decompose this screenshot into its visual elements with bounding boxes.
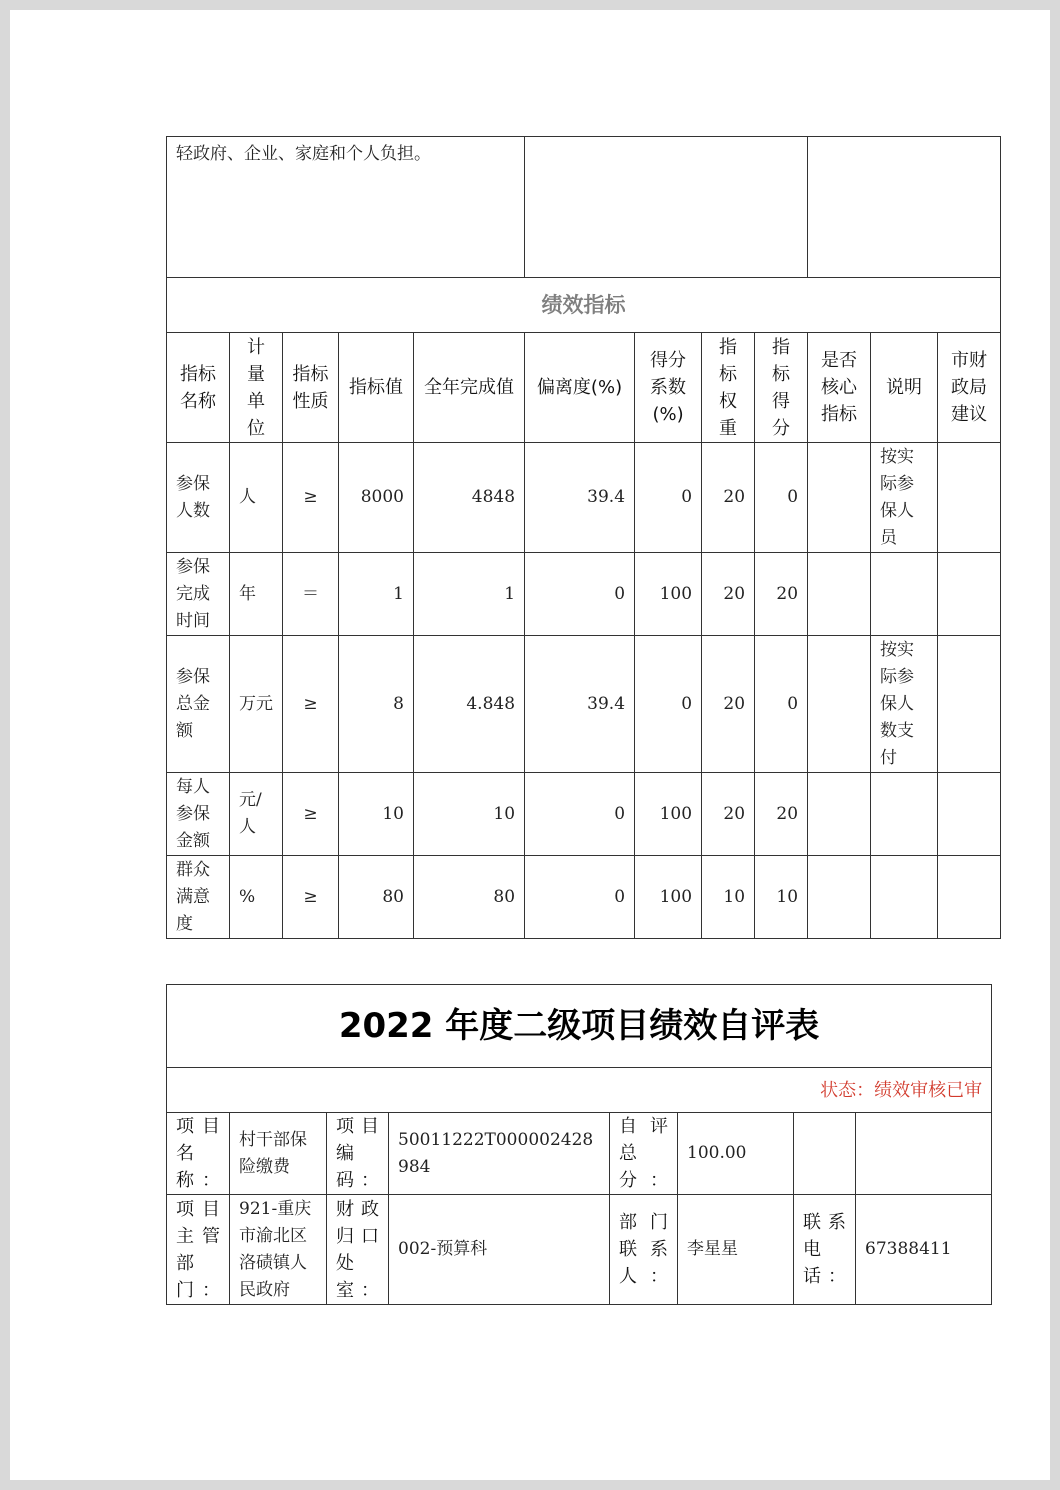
contact-label: 部门联系人： [610, 1195, 678, 1305]
cell-core [808, 856, 871, 939]
finance-label: 财政归口处室： [327, 1195, 389, 1305]
cell-core [808, 553, 871, 636]
form-title: 2022 年度二级项目绩效自评表 [167, 985, 992, 1068]
contact-value: 李星星 [678, 1195, 794, 1305]
cell-coefficient: 100 [635, 856, 702, 939]
cell-deviation: 39.4 [525, 636, 635, 773]
header-core: 是否核心指标 [808, 333, 871, 443]
cell-score: 20 [755, 773, 808, 856]
header-nature: 指标性质 [283, 333, 339, 443]
status-row [167, 1068, 992, 1113]
cell-target: 8000 [339, 443, 414, 553]
cell-score: 10 [755, 856, 808, 939]
header-weight: 指标权重 [702, 333, 755, 443]
indicator-row [167, 856, 1001, 939]
status-text: 状态：绩效审核已审 [167, 1068, 992, 1113]
indicator-row [167, 443, 1001, 553]
form-title-row [167, 985, 992, 1068]
header-target: 指标值 [339, 333, 414, 443]
carryover-empty-cell [808, 137, 1001, 278]
cell-name: 参保完成时间 [167, 553, 230, 636]
phone-value: 67388411 [856, 1195, 992, 1305]
section-title: 绩效指标 [167, 278, 1001, 333]
cell-unit: 元/人 [230, 773, 283, 856]
cell-name: 参保人数 [167, 443, 230, 553]
cell-core [808, 773, 871, 856]
score-value: 100.00 [678, 1113, 794, 1195]
cell-advice [938, 773, 1001, 856]
form-row [167, 1113, 992, 1195]
cell-actual: 10 [414, 773, 525, 856]
cell-coefficient: 100 [635, 773, 702, 856]
self-evaluation-form [166, 984, 992, 1305]
header-indicator-name: 指标名称 [167, 333, 230, 443]
header-score: 指标得分 [755, 333, 808, 443]
cell-target: 80 [339, 856, 414, 939]
header-actual: 全年完成值 [414, 333, 525, 443]
cell-nature: ≥ [283, 636, 339, 773]
cell-note [871, 553, 938, 636]
cell-weight: 20 [702, 636, 755, 773]
cell-target: 10 [339, 773, 414, 856]
cell-coefficient: 100 [635, 553, 702, 636]
cell-note [871, 856, 938, 939]
cell-target: 8 [339, 636, 414, 773]
cell-unit: 年 [230, 553, 283, 636]
finance-value: 002-预算科 [389, 1195, 610, 1305]
indicator-row [167, 773, 1001, 856]
cell-advice [938, 443, 1001, 553]
cell-deviation: 0 [525, 773, 635, 856]
carryover-row [167, 137, 1001, 278]
project-name-label: 项目名称： [167, 1113, 230, 1195]
dept-label: 项目主管部门： [167, 1195, 230, 1305]
empty-cell [856, 1113, 992, 1195]
cell-advice [938, 553, 1001, 636]
cell-weight: 20 [702, 443, 755, 553]
cell-weight: 20 [702, 553, 755, 636]
performance-indicators-table [166, 136, 1001, 939]
indicator-header-row [167, 333, 1001, 443]
score-label: 自评总分： [610, 1113, 678, 1195]
cell-score: 20 [755, 553, 808, 636]
dept-value: 921-重庆市渝北区洛碛镇人民政府 [230, 1195, 327, 1305]
cell-nature: ≥ [283, 443, 339, 553]
cell-note: 按实际参保人员 [871, 443, 938, 553]
cell-unit: % [230, 856, 283, 939]
section-title-row [167, 278, 1001, 333]
cell-deviation: 39.4 [525, 443, 635, 553]
project-code-label: 项目编码： [327, 1113, 389, 1195]
carryover-empty-cell [525, 137, 808, 278]
project-code-value: 50011222T000002428984 [389, 1113, 610, 1195]
indicator-row [167, 636, 1001, 773]
cell-core [808, 636, 871, 773]
cell-note: 按实际参保人数支付 [871, 636, 938, 773]
cell-note [871, 773, 938, 856]
header-advice: 市财政局建议 [938, 333, 1001, 443]
cell-weight: 20 [702, 773, 755, 856]
cell-score: 0 [755, 636, 808, 773]
cell-core [808, 443, 871, 553]
document-page [10, 10, 1050, 1480]
empty-cell [794, 1113, 856, 1195]
header-unit: 计量单位 [230, 333, 283, 443]
cell-coefficient: 0 [635, 443, 702, 553]
cell-unit: 万元 [230, 636, 283, 773]
cell-nature: ＝ [283, 553, 339, 636]
phone-label: 联系电话： [794, 1195, 856, 1305]
cell-weight: 10 [702, 856, 755, 939]
cell-name: 群众满意度 [167, 856, 230, 939]
cell-nature: ≥ [283, 856, 339, 939]
cell-actual: 4.848 [414, 636, 525, 773]
cell-deviation: 0 [525, 856, 635, 939]
header-deviation: 偏离度(%) [525, 333, 635, 443]
header-note: 说明 [871, 333, 938, 443]
cell-deviation: 0 [525, 553, 635, 636]
header-coefficient: 得分系数(%) [635, 333, 702, 443]
project-name-value: 村干部保险缴费 [230, 1113, 327, 1195]
cell-advice [938, 856, 1001, 939]
indicator-row [167, 553, 1001, 636]
cell-advice [938, 636, 1001, 773]
cell-target: 1 [339, 553, 414, 636]
cell-coefficient: 0 [635, 636, 702, 773]
form-row [167, 1195, 992, 1305]
cell-name: 每人参保金额 [167, 773, 230, 856]
cell-score: 0 [755, 443, 808, 553]
cell-actual: 80 [414, 856, 525, 939]
cell-actual: 1 [414, 553, 525, 636]
cell-unit: 人 [230, 443, 283, 553]
cell-actual: 4848 [414, 443, 525, 553]
carryover-text: 轻政府、企业、家庭和个人负担。 [167, 137, 525, 278]
cell-nature: ≥ [283, 773, 339, 856]
cell-name: 参保总金额 [167, 636, 230, 773]
